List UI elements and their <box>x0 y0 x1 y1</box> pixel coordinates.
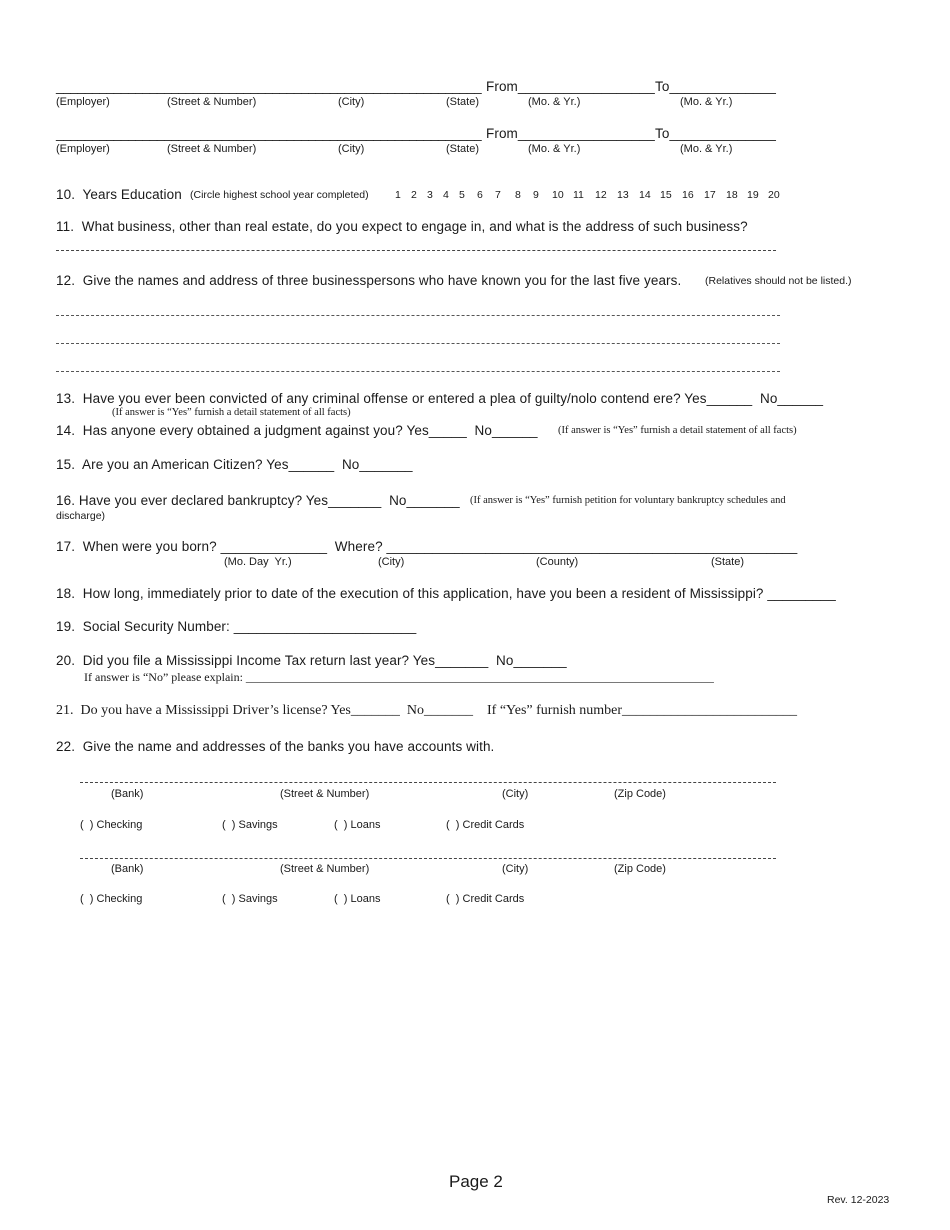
revision-date: Rev. 12-2023 <box>827 1194 890 1206</box>
label-from-date: (Mo. & Yr.) <box>528 143 581 155</box>
year-option-6[interactable]: 6 <box>477 189 483 201</box>
q13-note: (If answer is “Yes” furnish a detail statement of all facts) <box>112 407 351 418</box>
label-birth-county: (County) <box>536 556 579 568</box>
label-employer: (Employer) <box>56 96 110 108</box>
label-bank: (Bank) <box>111 788 144 800</box>
q20-explain[interactable]: If answer is “No” please explain: ______________________________________________________________________________ <box>84 670 714 684</box>
q22-text: 22. Give the name and addresses of the banks you have accounts with. <box>56 739 495 754</box>
q18-text[interactable]: 18. How long, immediately prior to date of the execution of this application, have you been a resident of Mississippi? _________ <box>56 586 836 601</box>
q19-text[interactable]: 19. Social Security Number: ________________________ <box>56 619 417 634</box>
employer-line-1[interactable]: ___________________________________________________________ <box>56 79 482 94</box>
label-street: (Street & Number) <box>167 143 257 155</box>
label-to-date: (Mo. & Yr.) <box>680 96 733 108</box>
q13-text[interactable]: 13. Have you ever been convicted of any criminal offense or entered a plea of guilty/nolo contend ere? Yes______ No______ <box>56 391 824 406</box>
label-from-date: (Mo. & Yr.) <box>528 96 581 108</box>
label-dob: (Mo. Day Yr.) <box>224 556 292 568</box>
to-field-1[interactable]: To______________ <box>655 79 776 94</box>
year-option-20[interactable]: 20 <box>768 189 780 201</box>
label-bank-zip: (Zip Code) <box>614 788 666 800</box>
page-number: Page 2 <box>449 1172 503 1191</box>
label-bank-city: (City) <box>502 788 529 800</box>
label-bank-street: (Street & Number) <box>280 863 370 875</box>
to-field-2[interactable]: To______________ <box>655 126 776 141</box>
year-option-4[interactable]: 4 <box>443 189 449 201</box>
q12-answer-line-3[interactable] <box>56 371 780 372</box>
label-bank-zip: (Zip Code) <box>614 863 666 875</box>
bank-line-2[interactable] <box>80 858 776 859</box>
year-option-5[interactable]: 5 <box>459 189 465 201</box>
label-employer: (Employer) <box>56 143 110 155</box>
loans-checkbox-2[interactable]: ( ) Loans <box>334 893 381 905</box>
year-option-3[interactable]: 3 <box>427 189 433 201</box>
year-option-2[interactable]: 2 <box>411 189 417 201</box>
q21-text[interactable]: 21. Do you have a Mississippi Driver’s license? Yes_______ No_______ If “Yes” furnish number_________________________ <box>56 703 798 718</box>
q12-answer-line-2[interactable] <box>56 343 780 344</box>
year-option-14[interactable]: 14 <box>639 189 651 201</box>
year-option-7[interactable]: 7 <box>495 189 501 201</box>
q17-text[interactable]: 17. When were you born? ______________ Where? ______________________________________________________ <box>56 539 798 554</box>
q12-answer-line-1[interactable] <box>56 315 780 316</box>
bank-line-1[interactable] <box>80 782 776 783</box>
year-option-16[interactable]: 16 <box>682 189 694 201</box>
label-state: (State) <box>446 96 480 108</box>
year-option-9[interactable]: 9 <box>533 189 539 201</box>
q14-text[interactable]: 14. Has anyone every obtained a judgment against you? Yes_____ No______ <box>56 423 538 438</box>
year-option-19[interactable]: 19 <box>747 189 759 201</box>
year-option-11[interactable]: 11 <box>573 189 584 201</box>
year-option-1[interactable]: 1 <box>395 189 401 201</box>
from-field-2[interactable]: From__________________ <box>486 126 655 141</box>
year-option-12[interactable]: 12 <box>595 189 607 201</box>
checking-checkbox-1[interactable]: ( ) Checking <box>80 819 143 831</box>
label-city: (City) <box>338 143 365 155</box>
label-bank-street: (Street & Number) <box>280 788 370 800</box>
label-birth-state: (State) <box>711 556 745 568</box>
credit-cards-checkbox-1[interactable]: ( ) Credit Cards <box>446 819 525 831</box>
q14-note: (If answer is “Yes” furnish a detail statement of all facts) <box>558 425 797 436</box>
label-state: (State) <box>446 143 480 155</box>
year-option-10[interactable]: 10 <box>552 189 564 201</box>
q16-text[interactable]: 16. Have you ever declared bankruptcy? Yes_______ No_______ <box>56 493 460 508</box>
q11-answer-line[interactable] <box>56 250 776 251</box>
q10-note: (Circle highest school year completed) <box>190 189 369 201</box>
label-birth-city: (City) <box>378 556 405 568</box>
label-street: (Street & Number) <box>167 96 257 108</box>
checking-checkbox-2[interactable]: ( ) Checking <box>80 893 143 905</box>
label-bank: (Bank) <box>111 863 144 875</box>
q16-note-cont: discharge) <box>56 510 106 522</box>
savings-checkbox-2[interactable]: ( ) Savings <box>222 893 278 905</box>
employer-line-2[interactable]: ___________________________________________________________ <box>56 126 482 141</box>
year-option-17[interactable]: 17 <box>704 189 716 201</box>
year-option-8[interactable]: 8 <box>515 189 521 201</box>
year-option-13[interactable]: 13 <box>617 189 629 201</box>
year-option-15[interactable]: 15 <box>660 189 672 201</box>
label-to-date: (Mo. & Yr.) <box>680 143 733 155</box>
q10-text: 10. Years Education <box>56 187 182 202</box>
savings-checkbox-1[interactable]: ( ) Savings <box>222 819 278 831</box>
year-option-18[interactable]: 18 <box>726 189 738 201</box>
loans-checkbox-1[interactable]: ( ) Loans <box>334 819 381 831</box>
q20-text[interactable]: 20. Did you file a Mississippi Income Tax return last year? Yes_______ No_______ <box>56 653 567 668</box>
q12-note: (Relatives should not be listed.) <box>705 275 852 287</box>
credit-cards-checkbox-2[interactable]: ( ) Credit Cards <box>446 893 525 905</box>
q16-note: (If answer is “Yes” furnish petition for voluntary bankruptcy schedules and <box>470 495 786 506</box>
q12-text: 12. Give the names and address of three businesspersons who have known you for the last five years. <box>56 273 682 288</box>
label-city: (City) <box>338 96 365 108</box>
label-bank-city: (City) <box>502 863 529 875</box>
q11-text: 11. What business, other than real estate, do you expect to engage in, and what is the address of such business? <box>56 219 748 234</box>
q15-text[interactable]: 15. Are you an American Citizen? Yes______ No_______ <box>56 457 413 472</box>
from-field-1[interactable]: From__________________ <box>486 79 655 94</box>
